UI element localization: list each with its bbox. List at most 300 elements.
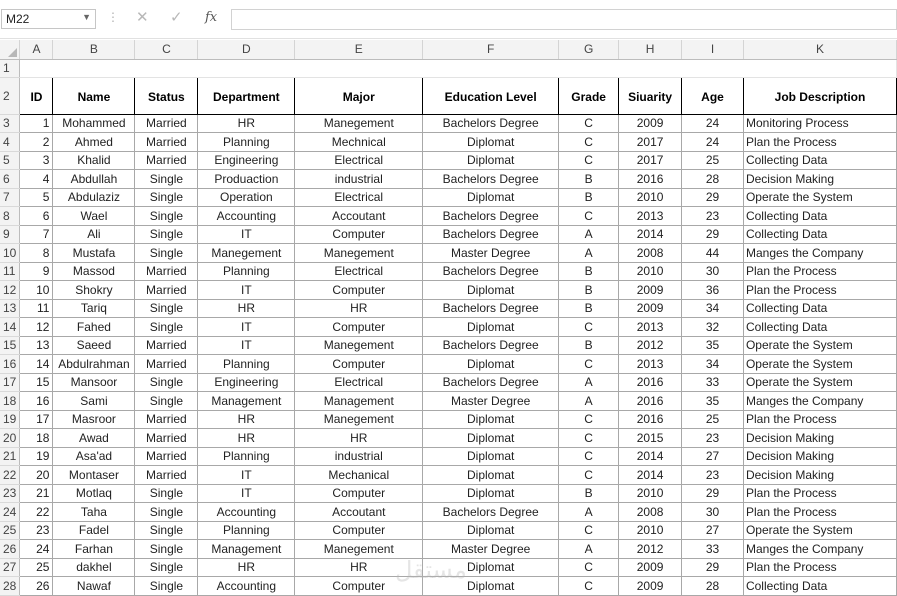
table-cell[interactable]: IT — [198, 336, 295, 355]
table-cell[interactable]: 34 — [682, 299, 744, 318]
table-cell[interactable]: Collecting Data — [743, 207, 896, 226]
table-cell[interactable]: Bachelors Degree — [423, 299, 559, 318]
table-cell[interactable]: Single — [135, 521, 198, 540]
table-cell[interactable]: 1 — [20, 114, 53, 133]
table-cell[interactable]: 2012 — [619, 540, 682, 559]
table-cell[interactable]: Manegement — [295, 540, 423, 559]
table-cell[interactable]: Diplomat — [423, 188, 559, 207]
table-cell[interactable]: Sami — [53, 392, 135, 411]
row-number[interactable]: 21 — [0, 447, 20, 466]
table-cell[interactable]: 21 — [20, 484, 53, 503]
table-cell[interactable]: Single — [135, 299, 198, 318]
table-cell[interactable]: Diplomat — [423, 484, 559, 503]
table-cell[interactable]: Manegement — [295, 244, 423, 263]
table-cell[interactable]: Collecting Data — [743, 151, 896, 170]
table-cell[interactable]: C — [559, 410, 619, 429]
table-cell[interactable]: Married — [135, 262, 198, 281]
table-cell[interactable]: Diplomat — [423, 410, 559, 429]
table-cell[interactable]: IT — [198, 484, 295, 503]
table-cell[interactable]: HR — [198, 558, 295, 577]
row-number[interactable]: 2 — [0, 77, 20, 114]
column-header-d[interactable]: D — [198, 40, 295, 59]
table-cell[interactable]: 29 — [682, 558, 744, 577]
table-cell[interactable]: Decision Making — [743, 466, 896, 485]
table-cell[interactable]: B — [559, 188, 619, 207]
table-cell[interactable]: B — [559, 170, 619, 189]
spreadsheet-grid[interactable] — [0, 40, 897, 596]
row-number[interactable]: 13 — [0, 299, 20, 318]
table-cell[interactable]: 2010 — [619, 484, 682, 503]
table-cell[interactable]: Operate the System — [743, 373, 896, 392]
table-cell[interactable]: Montaser — [53, 466, 135, 485]
table-cell[interactable]: Electrical — [295, 262, 423, 281]
table-cell[interactable]: 27 — [682, 521, 744, 540]
table-cell[interactable]: Operate the System — [743, 188, 896, 207]
table-cell[interactable]: 30 — [682, 262, 744, 281]
table-cell[interactable]: Manges the Company — [743, 244, 896, 263]
table-cell[interactable]: Single — [135, 225, 198, 244]
table-cell[interactable]: C — [559, 114, 619, 133]
table-cell[interactable]: Diplomat — [423, 151, 559, 170]
column-header-a[interactable]: A — [20, 40, 53, 59]
table-cell[interactable]: Collecting Data — [743, 225, 896, 244]
table-cell[interactable]: Fadel — [53, 521, 135, 540]
table-cell[interactable]: 2016 — [619, 170, 682, 189]
table-cell[interactable]: Diplomat — [423, 466, 559, 485]
header-cell[interactable]: Age — [682, 77, 744, 114]
table-cell[interactable]: Married — [135, 336, 198, 355]
table-cell[interactable]: IT — [198, 466, 295, 485]
table-cell[interactable]: 2009 — [619, 558, 682, 577]
table-cell[interactable]: C — [559, 318, 619, 337]
header-cell[interactable]: Job Description — [743, 77, 896, 114]
column-header-e[interactable]: E — [295, 40, 423, 59]
table-cell[interactable]: 2014 — [619, 447, 682, 466]
empty-cell[interactable] — [20, 59, 897, 77]
table-cell[interactable]: 2014 — [619, 225, 682, 244]
table-cell[interactable]: Collecting Data — [743, 299, 896, 318]
table-cell[interactable]: 7 — [20, 225, 53, 244]
table-cell[interactable]: Married — [135, 410, 198, 429]
row-number[interactable]: 22 — [0, 466, 20, 485]
row-number[interactable]: 23 — [0, 484, 20, 503]
table-cell[interactable]: 34 — [682, 355, 744, 374]
table-cell[interactable]: 23 — [682, 466, 744, 485]
table-cell[interactable]: Shokry — [53, 281, 135, 300]
table-cell[interactable]: Abdulrahman — [53, 355, 135, 374]
table-cell[interactable]: 2016 — [619, 392, 682, 411]
table-cell[interactable]: 14 — [20, 355, 53, 374]
table-cell[interactable]: Ahmed — [53, 133, 135, 152]
table-cell[interactable]: 22 — [20, 503, 53, 522]
chevron-down-icon[interactable]: ▼ — [82, 12, 91, 22]
table-cell[interactable]: 12 — [20, 318, 53, 337]
table-cell[interactable]: 24 — [20, 540, 53, 559]
header-cell[interactable]: Department — [198, 77, 295, 114]
table-cell[interactable]: C — [559, 558, 619, 577]
table-cell[interactable]: Planning — [198, 521, 295, 540]
table-cell[interactable]: 23 — [20, 521, 53, 540]
table-cell[interactable]: Farhan — [53, 540, 135, 559]
table-cell[interactable]: Asa'ad — [53, 447, 135, 466]
table-cell[interactable]: 2009 — [619, 114, 682, 133]
table-cell[interactable]: 2012 — [619, 336, 682, 355]
table-cell[interactable]: Decision Making — [743, 429, 896, 448]
table-cell[interactable]: Collecting Data — [743, 577, 896, 596]
table-cell[interactable]: 2015 — [619, 429, 682, 448]
table-cell[interactable]: B — [559, 484, 619, 503]
table-cell[interactable]: B — [559, 336, 619, 355]
table-cell[interactable]: 23 — [682, 429, 744, 448]
table-cell[interactable]: 2009 — [619, 281, 682, 300]
table-cell[interactable]: 10 — [20, 281, 53, 300]
table-cell[interactable]: A — [559, 244, 619, 263]
table-cell[interactable]: Married — [135, 447, 198, 466]
table-cell[interactable]: Bachelors Degree — [423, 170, 559, 189]
table-cell[interactable]: Plan the Process — [743, 558, 896, 577]
table-cell[interactable]: 44 — [682, 244, 744, 263]
table-cell[interactable]: A — [559, 225, 619, 244]
table-cell[interactable]: Abdullah — [53, 170, 135, 189]
table-cell[interactable]: Computer — [295, 521, 423, 540]
table-cell[interactable]: Diplomat — [423, 318, 559, 337]
header-cell[interactable]: Siuarity — [619, 77, 682, 114]
table-cell[interactable]: 2016 — [619, 373, 682, 392]
table-cell[interactable]: B — [559, 299, 619, 318]
table-cell[interactable]: 9 — [20, 262, 53, 281]
table-cell[interactable]: 32 — [682, 318, 744, 337]
table-cell[interactable]: Married — [135, 355, 198, 374]
table-cell[interactable]: B — [559, 281, 619, 300]
table-cell[interactable]: Computer — [295, 355, 423, 374]
table-cell[interactable]: 33 — [682, 540, 744, 559]
table-cell[interactable]: Manegement — [295, 114, 423, 133]
row-number[interactable]: 5 — [0, 151, 20, 170]
row-number[interactable]: 28 — [0, 577, 20, 596]
header-cell[interactable]: Grade — [559, 77, 619, 114]
column-header-f[interactable]: F — [423, 40, 559, 59]
header-cell[interactable]: Status — [135, 77, 198, 114]
table-cell[interactable]: Management — [295, 392, 423, 411]
table-cell[interactable]: A — [559, 373, 619, 392]
table-cell[interactable]: 35 — [682, 392, 744, 411]
table-cell[interactable]: Operate the System — [743, 336, 896, 355]
table-cell[interactable]: 11 — [20, 299, 53, 318]
row-number[interactable]: 27 — [0, 558, 20, 577]
row-number[interactable]: 8 — [0, 207, 20, 226]
table-cell[interactable]: 4 — [20, 170, 53, 189]
row-number[interactable]: 9 — [0, 225, 20, 244]
table-cell[interactable]: C — [559, 466, 619, 485]
table-cell[interactable]: 30 — [682, 503, 744, 522]
table-cell[interactable]: Mechanical — [295, 466, 423, 485]
table-cell[interactable]: Single — [135, 188, 198, 207]
table-cell[interactable]: industrial — [295, 447, 423, 466]
table-cell[interactable]: Electrical — [295, 151, 423, 170]
table-cell[interactable]: dakhel — [53, 558, 135, 577]
table-cell[interactable]: Computer — [295, 281, 423, 300]
table-cell[interactable]: Planning — [198, 447, 295, 466]
table-cell[interactable]: 2009 — [619, 577, 682, 596]
table-cell[interactable]: 15 — [20, 373, 53, 392]
table-cell[interactable]: Abdulaziz — [53, 188, 135, 207]
table-cell[interactable]: Manges the Company — [743, 540, 896, 559]
table-cell[interactable]: 25 — [20, 558, 53, 577]
table-cell[interactable]: Planning — [198, 355, 295, 374]
table-cell[interactable]: 2013 — [619, 318, 682, 337]
table-cell[interactable]: 2 — [20, 133, 53, 152]
table-cell[interactable]: Bachelors Degree — [423, 262, 559, 281]
table-cell[interactable]: Fahed — [53, 318, 135, 337]
row-number[interactable]: 16 — [0, 355, 20, 374]
table-cell[interactable]: Accounting — [198, 577, 295, 596]
table-cell[interactable]: Diplomat — [423, 355, 559, 374]
table-cell[interactable]: Plan the Process — [743, 281, 896, 300]
table-cell[interactable]: Computer — [295, 484, 423, 503]
table-cell[interactable]: Single — [135, 392, 198, 411]
table-cell[interactable]: Manges the Company — [743, 392, 896, 411]
row-number[interactable]: 24 — [0, 503, 20, 522]
table-cell[interactable]: Manegement — [198, 244, 295, 263]
select-all-button[interactable] — [0, 40, 20, 59]
row-number[interactable]: 1 — [0, 59, 20, 77]
row-number[interactable]: 12 — [0, 281, 20, 300]
table-cell[interactable]: Bachelors Degree — [423, 114, 559, 133]
table-cell[interactable]: Engineering — [198, 373, 295, 392]
table-cell[interactable]: 13 — [20, 336, 53, 355]
table-cell[interactable]: 2013 — [619, 207, 682, 226]
table-cell[interactable]: Married — [135, 133, 198, 152]
table-cell[interactable]: Diplomat — [423, 281, 559, 300]
table-cell[interactable]: HR — [198, 429, 295, 448]
table-cell[interactable]: HR — [295, 429, 423, 448]
row-number[interactable]: 25 — [0, 521, 20, 540]
table-cell[interactable]: 28 — [682, 170, 744, 189]
table-cell[interactable]: 26 — [20, 577, 53, 596]
table-cell[interactable]: 2008 — [619, 503, 682, 522]
table-cell[interactable]: Bachelors Degree — [423, 225, 559, 244]
table-cell[interactable]: 2017 — [619, 151, 682, 170]
table-cell[interactable]: 18 — [20, 429, 53, 448]
table-cell[interactable]: Diplomat — [423, 577, 559, 596]
table-cell[interactable]: Single — [135, 244, 198, 263]
table-cell[interactable]: Plan the Process — [743, 410, 896, 429]
table-cell[interactable]: C — [559, 133, 619, 152]
table-cell[interactable]: Khalid — [53, 151, 135, 170]
formula-input[interactable] — [231, 9, 897, 30]
table-cell[interactable]: Tariq — [53, 299, 135, 318]
table-cell[interactable]: Bachelors Degree — [423, 207, 559, 226]
row-number[interactable]: 3 — [0, 114, 20, 133]
table-cell[interactable]: Operate the System — [743, 521, 896, 540]
table-cell[interactable]: Plan the Process — [743, 262, 896, 281]
header-cell[interactable]: Name — [53, 77, 135, 114]
table-cell[interactable]: Manegement — [295, 336, 423, 355]
table-cell[interactable]: Masroor — [53, 410, 135, 429]
table-cell[interactable]: Produaction — [198, 170, 295, 189]
table-cell[interactable]: Computer — [295, 318, 423, 337]
table-cell[interactable]: Computer — [295, 577, 423, 596]
table-cell[interactable]: 33 — [682, 373, 744, 392]
column-header-k[interactable]: K — [743, 40, 896, 59]
table-cell[interactable]: 29 — [682, 188, 744, 207]
table-cell[interactable]: Taha — [53, 503, 135, 522]
table-cell[interactable]: Diplomat — [423, 133, 559, 152]
table-cell[interactable]: C — [559, 207, 619, 226]
table-cell[interactable]: Motlaq — [53, 484, 135, 503]
table-cell[interactable]: Bachelors Degree — [423, 373, 559, 392]
table-cell[interactable]: Monitoring Process — [743, 114, 896, 133]
table-cell[interactable]: Plan the Process — [743, 484, 896, 503]
table-cell[interactable]: C — [559, 429, 619, 448]
table-cell[interactable]: 25 — [682, 410, 744, 429]
table-cell[interactable]: Mustafa — [53, 244, 135, 263]
header-cell[interactable]: ID — [20, 77, 53, 114]
insert-function-button[interactable]: fx — [205, 10, 218, 25]
table-cell[interactable]: 6 — [20, 207, 53, 226]
table-cell[interactable]: C — [559, 151, 619, 170]
table-cell[interactable]: Planning — [198, 262, 295, 281]
table-cell[interactable]: Married — [135, 429, 198, 448]
table-cell[interactable]: Accoutant — [295, 207, 423, 226]
row-number[interactable]: 18 — [0, 392, 20, 411]
table-cell[interactable]: B — [559, 262, 619, 281]
row-number[interactable]: 14 — [0, 318, 20, 337]
table-cell[interactable]: 28 — [682, 577, 744, 596]
table-cell[interactable]: 8 — [20, 244, 53, 263]
table-cell[interactable]: Married — [135, 466, 198, 485]
table-cell[interactable]: IT — [198, 281, 295, 300]
table-cell[interactable]: 20 — [20, 466, 53, 485]
table-cell[interactable]: Diplomat — [423, 521, 559, 540]
table-cell[interactable]: Decision Making — [743, 170, 896, 189]
table-cell[interactable]: Single — [135, 373, 198, 392]
table-cell[interactable]: Accoutant — [295, 503, 423, 522]
table-cell[interactable]: HR — [295, 558, 423, 577]
table-cell[interactable]: C — [559, 447, 619, 466]
table-cell[interactable]: Accounting — [198, 503, 295, 522]
table-cell[interactable]: Collecting Data — [743, 318, 896, 337]
table-cell[interactable]: Wael — [53, 207, 135, 226]
column-header-b[interactable]: B — [53, 40, 135, 59]
table-cell[interactable]: Massod — [53, 262, 135, 281]
table-cell[interactable]: HR — [198, 114, 295, 133]
table-cell[interactable]: HR — [198, 410, 295, 429]
table-cell[interactable]: 35 — [682, 336, 744, 355]
table-cell[interactable]: 27 — [682, 447, 744, 466]
table-cell[interactable]: Master Degree — [423, 244, 559, 263]
table-cell[interactable]: 2010 — [619, 262, 682, 281]
row-number[interactable]: 10 — [0, 244, 20, 263]
table-cell[interactable]: 24 — [682, 114, 744, 133]
table-cell[interactable]: Ali — [53, 225, 135, 244]
table-cell[interactable]: 2016 — [619, 410, 682, 429]
column-header-g[interactable]: G — [559, 40, 619, 59]
table-cell[interactable]: A — [559, 392, 619, 411]
row-number[interactable]: 26 — [0, 540, 20, 559]
row-number[interactable]: 6 — [0, 170, 20, 189]
row-number[interactable]: 19 — [0, 410, 20, 429]
table-cell[interactable]: Mechnical — [295, 133, 423, 152]
table-cell[interactable]: 5 — [20, 188, 53, 207]
table-cell[interactable]: Single — [135, 503, 198, 522]
table-cell[interactable]: 36 — [682, 281, 744, 300]
table-cell[interactable]: industrial — [295, 170, 423, 189]
table-cell[interactable]: Plan the Process — [743, 503, 896, 522]
table-cell[interactable]: Mohammed — [53, 114, 135, 133]
table-cell[interactable]: Accounting — [198, 207, 295, 226]
table-cell[interactable]: 17 — [20, 410, 53, 429]
table-cell[interactable]: A — [559, 503, 619, 522]
table-cell[interactable]: 19 — [20, 447, 53, 466]
row-number[interactable]: 17 — [0, 373, 20, 392]
table-cell[interactable]: 2009 — [619, 299, 682, 318]
table-cell[interactable]: Mansoor — [53, 373, 135, 392]
close-icon[interactable]: ✕ — [136, 9, 149, 26]
table-cell[interactable]: Single — [135, 207, 198, 226]
table-cell[interactable]: Manegement — [295, 410, 423, 429]
header-cell[interactable]: Major — [295, 77, 423, 114]
table-cell[interactable]: Computer — [295, 225, 423, 244]
table-cell[interactable]: Awad — [53, 429, 135, 448]
table-cell[interactable]: Management — [198, 540, 295, 559]
check-icon[interactable]: ✓ — [170, 9, 183, 26]
column-header-i[interactable]: I — [682, 40, 744, 59]
row-number[interactable]: 20 — [0, 429, 20, 448]
table-cell[interactable]: Saeed — [53, 336, 135, 355]
table-cell[interactable]: HR — [295, 299, 423, 318]
table-cell[interactable]: Bachelors Degree — [423, 503, 559, 522]
column-header-h[interactable]: H — [619, 40, 682, 59]
table-cell[interactable]: Plan the Process — [743, 133, 896, 152]
table-cell[interactable]: 29 — [682, 225, 744, 244]
table-cell[interactable]: Master Degree — [423, 392, 559, 411]
table-cell[interactable]: Engineering — [198, 151, 295, 170]
table-cell[interactable]: Master Degree — [423, 540, 559, 559]
table-cell[interactable]: Single — [135, 484, 198, 503]
table-cell[interactable]: 23 — [682, 207, 744, 226]
table-cell[interactable]: Single — [135, 577, 198, 596]
table-cell[interactable]: Decision Making — [743, 447, 896, 466]
column-header-c[interactable]: C — [135, 40, 198, 59]
table-cell[interactable]: 24 — [682, 133, 744, 152]
table-cell[interactable]: 16 — [20, 392, 53, 411]
table-cell[interactable]: 2010 — [619, 188, 682, 207]
table-cell[interactable]: Single — [135, 558, 198, 577]
table-cell[interactable]: Diplomat — [423, 558, 559, 577]
table-cell[interactable]: Diplomat — [423, 429, 559, 448]
table-cell[interactable]: 3 — [20, 151, 53, 170]
table-cell[interactable]: C — [559, 521, 619, 540]
table-cell[interactable]: 2008 — [619, 244, 682, 263]
table-cell[interactable]: Operation — [198, 188, 295, 207]
table-cell[interactable]: Single — [135, 540, 198, 559]
table-cell[interactable]: IT — [198, 318, 295, 337]
table-cell[interactable]: Management — [198, 392, 295, 411]
table-cell[interactable]: 25 — [682, 151, 744, 170]
table-cell[interactable]: Married — [135, 281, 198, 300]
table-cell[interactable]: 29 — [682, 484, 744, 503]
table-cell[interactable]: HR — [198, 299, 295, 318]
row-number[interactable]: 11 — [0, 262, 20, 281]
table-cell[interactable]: C — [559, 577, 619, 596]
row-number[interactable]: 7 — [0, 188, 20, 207]
table-cell[interactable]: Single — [135, 318, 198, 337]
table-cell[interactable]: 2013 — [619, 355, 682, 374]
table-cell[interactable]: Married — [135, 151, 198, 170]
table-cell[interactable]: Married — [135, 114, 198, 133]
table-cell[interactable]: 2014 — [619, 466, 682, 485]
